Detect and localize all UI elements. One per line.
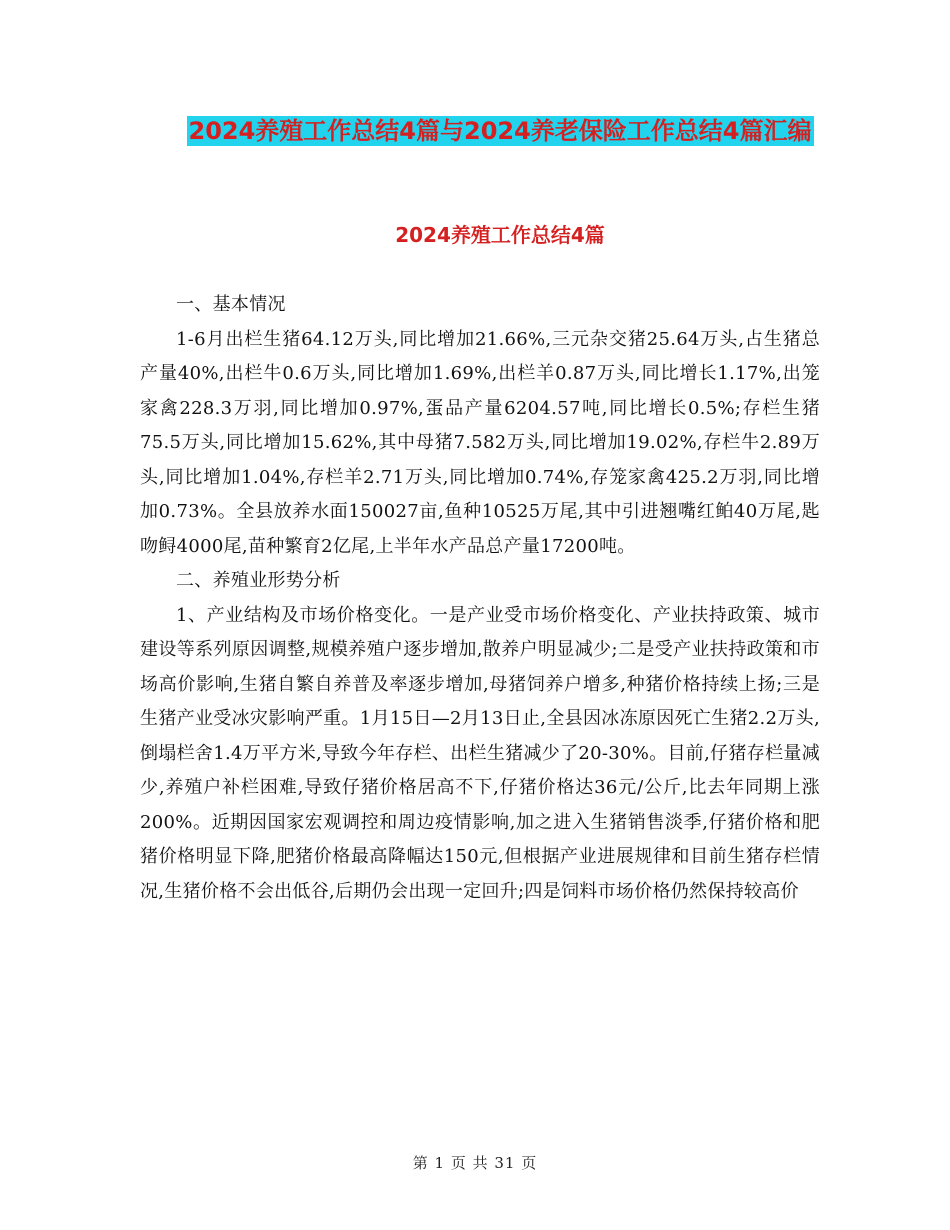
heading-situation-analysis: 二、养殖业形势分析 [176, 570, 341, 591]
section-title: 2024养殖工作总结4篇 [395, 223, 605, 247]
body-text [140, 288, 820, 909]
document-title [140, 110, 860, 152]
page-footer: 第 1 页 共 31 页 [412, 1154, 538, 1172]
document-title-highlight: 2024养殖工作总结4篇与2024养老保险工作总结4篇汇编 [188, 117, 812, 145]
heading-basic-situation: 一、基本情况 [176, 294, 286, 315]
paragraph-statistics: 1-6月出栏生猪64.12万头,同比增加21.66%,三元杂交猪25.64万头,占生猪总产量40%,出栏牛0.6万头,同比增加1.69%,出栏羊0.87万头,同比增长1.17%,出笼家禽228.3万羽,同比增加0.97%,蛋品产量6204.57吨,同比增长0.5%;存栏生猪75.5万头,同比增加15.62%,其中母猪7.582万头,同比增加19.02%,存栏牛2.89万头,同比增加1.04%,存栏羊2.71万头,同比增加0.74%,存笼家禽425.2万羽,同比增加0.73%。全县放养水面150027亩,鱼种10525万尾,其中引进翘嘴红鲌40万尾,匙吻鲟4000尾,苗种繁育2亿尾,上半年水产品总产量17200吨。 [140, 328, 820, 557]
paragraph-market-analysis: 1、产业结构及市场价格变化。一是产业受市场价格变化、产业扶持政策、城市建设等系列原因调整,规模养殖户逐步增加,散养户明显减少;二是受产业扶持政策和市场高价影响,生猪自繁自养普及率逐步增加,母猪饲养户增多,种猪价格持续上扬;三是生猪产业受冰灾影响严重。1月15日—2月13日止,全县因冰冻原因死亡生猪2.2万头,倒塌栏舍1.4万平方米,导致今年存栏、出栏生猪减少了20-30%。目前,仔猪存栏量减少,养殖户补栏困难,导致仔猪价格居高不下,仔猪价格达36元/公斤,比去年同期上涨200%。近期因国家宏观调控和周边疫情影响,加之进入生猪销售淡季,仔猪价格和肥猪价格明显下降,肥猪价格最高降幅达150元,但根据产业进展规律和目前生猪存栏情况,生猪价格不会出低谷,后期仍会出现一定回升;四是饲料市场价格仍然保持较高价 [140, 604, 820, 902]
